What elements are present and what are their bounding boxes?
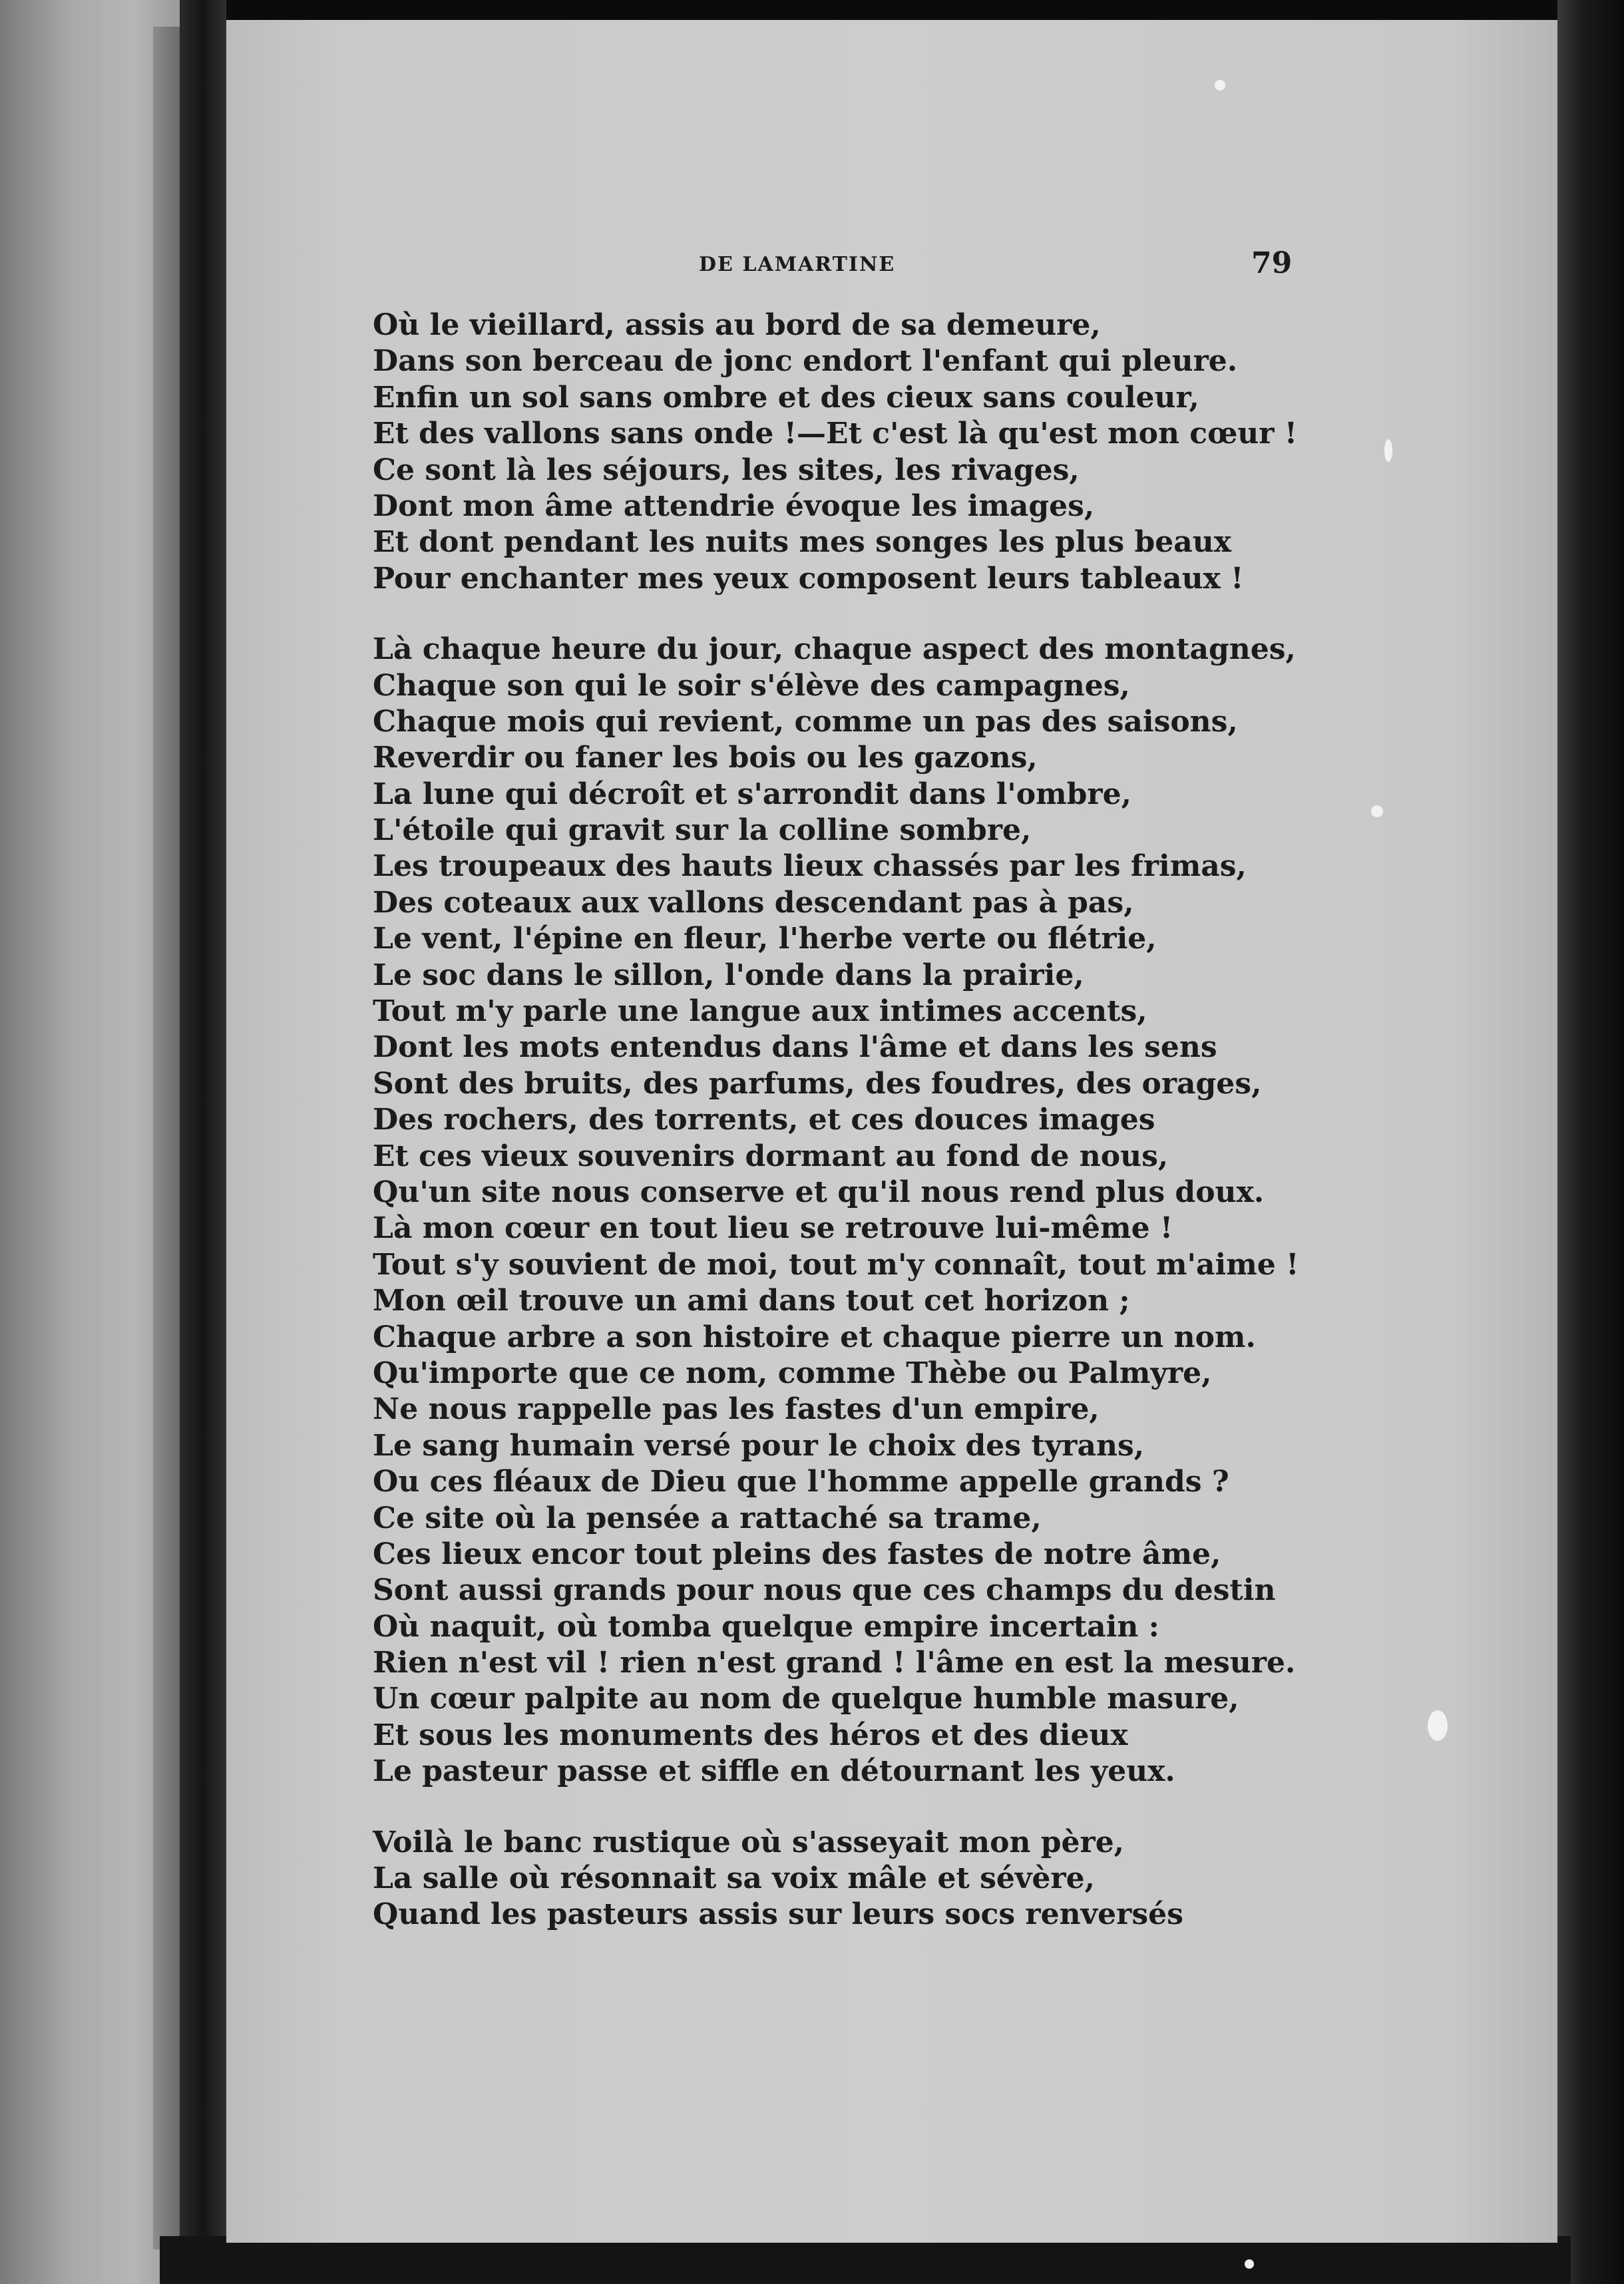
poem-line: Où naquit, où tomba quelque empire incertain : [373, 1609, 1159, 1644]
poem-line: Et ces vieux souvenirs dormant au fond de nous, [373, 1139, 1169, 1173]
poem-line: Des coteaux aux vallons descendant pas à pas, [373, 885, 1134, 920]
poem-line: Chaque arbre a son histoire et chaque pierre un nom. [373, 1320, 1256, 1354]
right-page-edge [1557, 0, 1624, 2284]
poem-line: Le vent, l'épine en fleur, l'herbe verte ou flétrie, [373, 922, 1157, 956]
scan-speck [1428, 1710, 1448, 1741]
poem-line: Et dont pendant les nuits mes songes les plus beaux [373, 525, 1231, 560]
poem-line: Sont aussi grands pour nous que ces champs du destin [373, 1573, 1276, 1608]
poem-line: Dans son berceau de jonc endort l'enfant qui pleure. [373, 344, 1238, 379]
poem-line: Et des vallons sans onde !—Et c'est là qu'est mon cœur ! [373, 417, 1298, 451]
poem-line: Où le vieillard, assis au bord de sa demeure, [373, 308, 1101, 342]
poem-line: Le soc dans le sillon, l'onde dans la prairie, [373, 958, 1084, 992]
poem-line: Des rochers, des torrents, et ces douces images [373, 1103, 1155, 1137]
poem-line: Sont des bruits, des parfums, des foudres, des orages, [373, 1066, 1262, 1101]
scan-speck [1215, 80, 1225, 91]
poem-line: Tout m'y parle une langue aux intimes accents, [373, 994, 1147, 1029]
poem-line: Ne nous rappelle pas les fastes d'un empire, [373, 1392, 1100, 1427]
poem-line: Dont mon âme attendrie évoque les images, [373, 488, 1095, 523]
poem-line: Rien n'est vil ! rien n'est grand ! l'âme en est la mesure. [373, 1646, 1296, 1680]
poem-line: Un cœur palpite au nom de quelque humble masure, [373, 1682, 1239, 1716]
poem-line: Et sous les monuments des héros et des dieux [373, 1718, 1128, 1752]
poem-line: Le pasteur passe et siffle en détournant les yeux. [373, 1754, 1175, 1789]
poem-line: Enfin un sol sans ombre et des cieux sans couleur, [373, 380, 1199, 415]
running-head: DE LAMARTINE [699, 253, 896, 276]
scan-speck [1245, 2259, 1254, 2269]
poem-line: Quand les pasteurs assis sur leurs socs renversés [373, 1897, 1183, 1932]
page-number: 79 [1251, 246, 1293, 280]
poem-line: Chaque mois qui revient, comme un pas des saisons, [373, 704, 1238, 739]
poem-line: Qu'un site nous conserve et qu'il nous rend plus doux. [373, 1175, 1265, 1209]
book-gutter [180, 0, 226, 2284]
poem-line: La salle où résonnait sa voix mâle et sévère, [373, 1861, 1095, 1896]
poem-line: L'étoile qui gravit sur la colline sombre, [373, 813, 1032, 848]
poem-line: Voilà le banc rustique où s'asseyait mon père, [373, 1825, 1125, 1859]
poem-line: Pour enchanter mes yeux composent leurs tableaux ! [373, 561, 1244, 596]
page-bottom-shadow [160, 2236, 1571, 2284]
poem-line: Ces lieux encor tout pleins des fastes de notre âme, [373, 1537, 1221, 1571]
poem-line: Les troupeaux des hauts lieux chassés par les frimas, [373, 849, 1247, 884]
scan-speck [1384, 439, 1392, 462]
poem-line: Ce site où la pensée a rattaché sa trame, [373, 1501, 1042, 1535]
stanza-break [373, 597, 1318, 632]
stanza-3 [373, 1825, 1318, 1933]
poem-line: Dont les mots entendus dans l'âme et dans les sens [373, 1030, 1217, 1065]
stanza-break [373, 1790, 1318, 1825]
stanza-2 [373, 632, 1318, 1790]
poem-line: Là mon cœur en tout lieu se retrouve lui-même ! [373, 1211, 1173, 1246]
poem-line: Reverdir ou faner les bois ou les gazons, [373, 741, 1038, 775]
poem-line: Mon œil trouve un ami dans tout cet horizon ; [373, 1284, 1130, 1318]
poem-line: Ou ces fléaux de Dieu que l'homme appelle grands ? [373, 1465, 1229, 1499]
poem-line: Chaque son qui le soir s'élève des campagnes, [373, 668, 1130, 703]
poem-line: Tout s'y souvient de moi, tout m'y connaît, tout m'aime ! [373, 1247, 1299, 1282]
poem-line: La lune qui décroît et s'arrondit dans l'ombre, [373, 777, 1131, 811]
left-page-shadow [153, 27, 180, 2249]
poem-text [373, 307, 1318, 1933]
poem-line: Là chaque heure du jour, chaque aspect des montagnes, [373, 632, 1296, 667]
poem-line: Ce sont là les séjours, les sites, les rivages, [373, 453, 1080, 487]
stanza-1 [373, 307, 1318, 597]
scan-speck [1371, 805, 1383, 817]
poem-line: Qu'importe que ce nom, comme Thèbe ou Palmyre, [373, 1356, 1212, 1390]
poem-line: Le sang humain versé pour le choix des tyrans, [373, 1428, 1145, 1463]
